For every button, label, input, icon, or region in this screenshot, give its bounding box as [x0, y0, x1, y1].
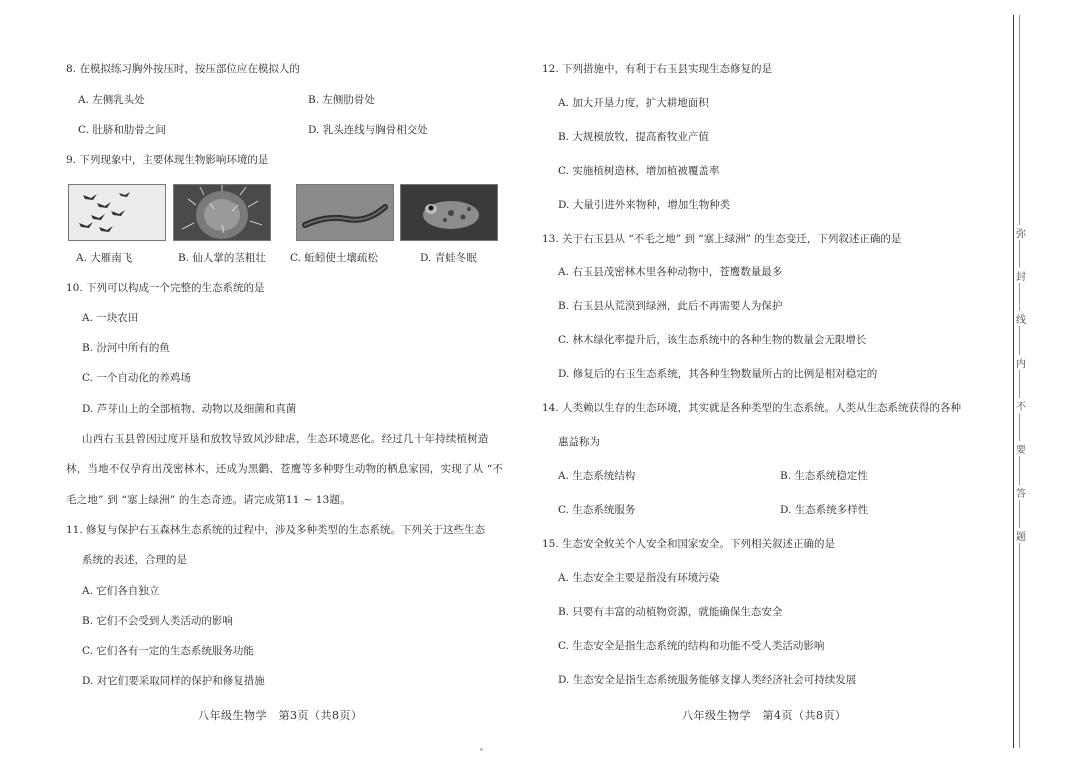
q14-option-a: A. 生态系统结构 [558, 470, 636, 482]
q9-option-c: C. 蚯蚓使土壤疏松 [290, 252, 378, 264]
q11-stem-line-2: 系统的表述，合理的是 [82, 554, 187, 566]
scan-speck [480, 748, 483, 751]
q11-option-d: D. 对它们要采取同样的保护和修复措施 [82, 675, 265, 687]
cactus-photo [173, 184, 271, 241]
binding-line-inner [1019, 15, 1020, 748]
seal-char-4: 内 [1015, 355, 1027, 370]
q11-option-a: A. 它们各自独立 [82, 585, 160, 597]
q12-option-d: D. 大量引进外来物种，增加生物种类 [558, 199, 731, 211]
passage-line-3: 毛之地” 到 “塞上绿洲” 的生态奇迹。请完成第11 ~ 13题。 [66, 494, 351, 506]
seal-char-2: 封 [1015, 268, 1027, 283]
q14-option-c: C. 生态系统服务 [558, 504, 636, 516]
q13-option-a: A. 右玉县茂密林木里各种动物中，苍鹰数量最多 [558, 266, 783, 278]
q15-option-a: A. 生态安全主要是指没有环境污染 [558, 572, 720, 584]
footer-page-4: 八年级生物学 第4页（共8页） [682, 709, 847, 722]
q15-option-c: C. 生态安全是指生态系统的结构和功能不受人类活动影响 [558, 640, 825, 652]
q9-option-a: A. 大雁南飞 [76, 252, 133, 264]
frog-photo [400, 184, 498, 241]
q12-option-a: A. 加大开垦力度，扩大耕地面积 [558, 97, 709, 109]
q12-stem: 12. 下列措施中，有利于右玉县实现生态修复的是 [542, 63, 773, 75]
passage-line-1: 山西右玉县曾因过度开垦和放牧导致风沙肆虐，生态环境恶化。经过几十年持续植树造 [82, 433, 489, 445]
binding-line [1013, 15, 1014, 748]
earthworm-photo [296, 184, 394, 241]
q14-stem-line-1: 14. 人类赖以生存的生态环境，其实就是各种类型的生态系统。人类从生态系统获得的各种 [542, 402, 962, 414]
q10-option-a: A. 一块农田 [82, 312, 139, 324]
q10-option-c: C. 一个自动化的养鸡场 [82, 372, 191, 384]
q12-option-c: C. 实施植树造林，增加植被覆盖率 [558, 165, 720, 177]
q9-stem: 9. 下列现象中，主要体现生物影响环境的是 [66, 154, 269, 166]
q8-option-b: B. 左侧肋骨处 [308, 94, 375, 106]
seal-char-5: 不 [1015, 398, 1027, 413]
passage-line-2: 林，当地不仅孕育出茂密林木，还成为黑鹳、苍鹰等多种野生动物的栖息家园，实现了从 “不 [66, 463, 504, 475]
q15-stem: 15. 生态安全攸关个人安全和国家安全。下列相关叙述正确的是 [542, 538, 836, 550]
q8-stem: 8. 在模拟练习胸外按压时，按压部位应在模拟人的 [66, 63, 300, 75]
q14-stem-line-2: 惠益称为 [558, 436, 600, 448]
q13-option-b: B. 右玉县从荒漠到绿洲，此后不再需要人为保护 [558, 300, 783, 312]
q11-option-c: C. 它们各有一定的生态系统服务功能 [82, 645, 254, 657]
q10-stem: 10. 下列可以构成一个完整的生态系统的是 [66, 282, 265, 294]
seal-char-7: 答 [1015, 485, 1027, 500]
q13-stem: 13. 关于右玉县从 “不毛之地” 到 “塞上绿洲” 的生态变迁，下列叙述正确的是 [542, 233, 902, 245]
q14-option-b: B. 生态系统稳定性 [780, 470, 868, 482]
seal-char-3: 线 [1015, 311, 1027, 326]
seal-char-8: 题 [1015, 528, 1027, 543]
geese-photo [68, 184, 166, 241]
q11-stem-line-1: 11. 修复与保护右玉森林生态系统的过程中，涉及多种类型的生态系统。下列关于这些生态 [66, 524, 486, 536]
q14-option-d: D. 生态系统多样性 [780, 504, 869, 516]
q8-option-c: C. 肚脐和肋骨之间 [78, 124, 166, 136]
q15-option-b: B. 只要有丰富的动植物资源，就能确保生态安全 [558, 606, 783, 618]
q9-option-b: B. 仙人掌的茎粗壮 [178, 252, 266, 264]
seal-char-6: 要 [1015, 441, 1027, 456]
footer-page-3: 八年级生物学 第3页（共8页） [198, 709, 363, 722]
q10-option-d: D. 芦芽山上的全部植物、动物以及细菌和真菌 [82, 403, 297, 415]
q11-option-b: B. 它们不会受到人类活动的影响 [82, 615, 233, 627]
q13-option-d: D. 修复后的右玉生态系统，其各种生物数量所占的比例是相对稳定的 [558, 368, 878, 380]
q15-option-d: D. 生态安全是指生态系统服务能够支撑人类经济社会可持续发展 [558, 674, 857, 686]
q9-option-d: D. 青蛙冬眠 [420, 252, 477, 264]
q10-option-b: B. 汾河中所有的鱼 [82, 342, 170, 354]
q12-option-b: B. 大规模放牧，提高畜牧业产值 [558, 131, 709, 143]
q8-option-d: D. 乳头连线与胸骨相交处 [308, 124, 428, 136]
q8-option-a: A. 左侧乳头处 [78, 94, 145, 106]
q13-option-c: C. 林木绿化率提升后，该生态系统中的各种生物的数量会无限增长 [558, 334, 867, 346]
seal-char-1: 弥 [1015, 225, 1027, 240]
